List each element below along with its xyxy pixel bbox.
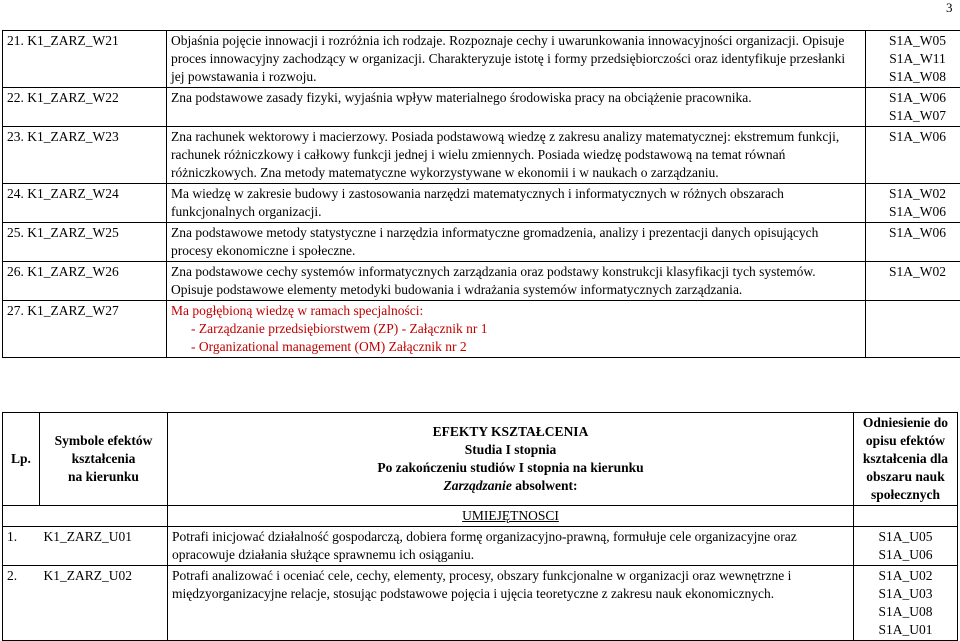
header-ref-line-1: Odniesienie do: [858, 414, 953, 432]
outcome-references: [866, 88, 960, 127]
outcome-description: Ma wiedzę w zakresie budowy i zastosowania narzędzi matematycznych i informatycznych w różnych obszarach funkcjonalnych organizacji.: [167, 184, 866, 223]
skill-description: Potrafi inicjować działalność gospodarczą, dobiera formę organizacyjno-prawną, formułuje cele organizacyjne oraz opracowuje działania służące sprawnemu ich osiąganiu.: [168, 527, 854, 566]
outcome-code-cell: [3, 184, 167, 223]
table-header-row: [3, 413, 958, 506]
header-title-line-4: [172, 477, 849, 495]
header-symbols-line-1: Symbole efektów: [44, 432, 163, 450]
table-row: [3, 527, 958, 566]
outcome-description: Objaśnia pojęcie innowacji i rozróżnia ich rodzaje. Rozpoznaje cechy i uwarunkowania innowacyjności organizacji. Opisuje proces innowacyjny zachodzący w organizacji. Charakteryzuje istotę i formy przedsiębiorczości oraz identyfikuje przesłanki jej powstawania i rozwoju.: [167, 31, 866, 88]
reference-code: S1A_W02: [870, 263, 960, 281]
outcome-number: 24.: [7, 186, 24, 201]
header-reference: [854, 413, 958, 506]
reference-code: S1A_W07: [870, 107, 960, 125]
outcome-code: K1_ZARZ_W26: [27, 264, 119, 279]
reference-code: S1A_W11: [870, 50, 960, 68]
reference-code: S1A_W06: [870, 89, 960, 107]
section-row: [3, 506, 958, 527]
outcome-description: Zna podstawowe cechy systemów informatycznych zarządzania oraz podstawy konstrukcji klasyfikacji tych systemów. Opisuje podstawowe elementy metodyki budowania i wdrażania systemów informatycznych zarządzania.: [167, 262, 866, 301]
specialization-item: - Zarządzanie przedsiębiorstwem (ZP) - Załącznik nr 1: [171, 320, 861, 338]
outcome-number: 26.: [7, 264, 24, 279]
specialization-intro: Ma pogłębioną wiedzę w ramach specjalności:: [171, 302, 861, 320]
outcome-code-cell: [3, 31, 167, 88]
table-row: [3, 223, 960, 262]
outcome-code-cell: [3, 262, 167, 301]
outcome-code: K1_ZARZ_W24: [27, 186, 119, 201]
outcome-references: [866, 301, 960, 358]
table-row: [3, 88, 960, 127]
outcome-description: Zna rachunek wektorowy i macierzowy. Posiada podstawową wiedzę z zakresu analizy matematycznej: ekstremum funkcji, rachunek różniczkowy i całkowy funkcji jednej i wielu zmiennych. Posiada wiedzę podstawową na temat równań różniczkowych. Zna metody matematyczne wykorzystywane w ekonomii i w naukach o zarządzaniu.: [167, 127, 866, 184]
skill-number: 2.: [3, 566, 40, 641]
section-empty-ref: [854, 506, 958, 527]
section-empty-cell: [3, 506, 168, 527]
learning-outcomes-table-knowledge: [2, 30, 960, 358]
outcome-code: K1_ZARZ_W27: [27, 303, 119, 318]
header-symbols: [40, 413, 168, 506]
header-lp: Lp.: [3, 413, 40, 506]
skill-code: K1_ZARZ_U02: [40, 566, 168, 641]
skill-code: K1_ZARZ_U01: [40, 527, 168, 566]
outcome-references: [866, 223, 960, 262]
reference-code: S1A_U05: [858, 528, 953, 546]
outcome-code-cell: [3, 127, 167, 184]
outcome-number: 22.: [7, 90, 24, 105]
outcome-description: [167, 301, 866, 358]
header-ref-line-3: kształcenia dla: [858, 450, 953, 468]
outcome-references: [866, 262, 960, 301]
table-row: [3, 301, 960, 358]
field-name: Zarządzanie: [444, 478, 512, 493]
header-title-line-4-rest: absolwent:: [512, 478, 578, 493]
outcome-number: 21.: [7, 33, 24, 48]
header-title-line-2: Studia I stopnia: [172, 441, 849, 459]
reference-code: S1A_W02: [870, 185, 960, 203]
outcome-description: Zna podstawowe metody statystyczne i narzędzia informatyczne gromadzenia, analizy i prezentacji danych opisujących procesy ekonomiczne i społeczne.: [167, 223, 866, 262]
header-ref-line-2: opisu efektów: [858, 432, 953, 450]
table-row: [3, 566, 958, 641]
outcome-code: K1_ZARZ_W22: [27, 90, 119, 105]
outcome-description: Zna podstawowe zasady fizyki, wyjaśnia wpływ materialnego środowiska pracy na obciążenie pracownika.: [167, 88, 866, 127]
outcome-references: [866, 184, 960, 223]
outcome-references: [866, 31, 960, 88]
outcome-code: K1_ZARZ_W23: [27, 129, 119, 144]
outcome-code: K1_ZARZ_W25: [27, 225, 119, 240]
table-row: [3, 127, 960, 184]
reference-code: S1A_W06: [870, 224, 960, 242]
header-ref-line-5: społecznych: [858, 486, 953, 504]
section-title: UMIEJĘTNOSCI: [168, 506, 854, 527]
outcome-number: 23.: [7, 129, 24, 144]
learning-outcomes-table-skills: [2, 412, 958, 641]
outcome-code-cell: [3, 301, 167, 358]
page-number: 3: [946, 0, 953, 16]
header-title-line-3: Po zakończeniu studiów I stopnia na kierunku: [172, 459, 849, 477]
skill-references: [854, 566, 958, 641]
outcome-number: 25.: [7, 225, 24, 240]
specialization-item: - Organizational management (OM) Załącznik nr 2: [171, 338, 861, 356]
skill-number: 1.: [3, 527, 40, 566]
outcome-code: K1_ZARZ_W21: [27, 33, 119, 48]
reference-code: S1A_W06: [870, 128, 960, 146]
outcome-code-cell: [3, 223, 167, 262]
table-row: [3, 262, 960, 301]
outcome-references: [866, 127, 960, 184]
reference-code: S1A_U06: [858, 546, 953, 564]
reference-code: S1A_W05: [870, 32, 960, 50]
header-title: [168, 413, 854, 506]
header-title-line-1: EFEKTY KSZTAŁCENIA: [172, 423, 849, 441]
outcome-number: 27.: [7, 303, 24, 318]
header-symbols-line-3: na kierunku: [44, 468, 163, 486]
header-ref-line-4: obszaru nauk: [858, 468, 953, 486]
outcome-code-cell: [3, 88, 167, 127]
reference-code: S1A_U01: [858, 621, 953, 639]
table-row: [3, 31, 960, 88]
skill-description: Potrafi analizować i oceniać cele, cechy, elementy, procesy, obszary funkcjonalne w organizacji oraz wewnętrzne i międzyorganizacyjne relacje, stosując podstawowe pojęcia i ujęcia teoretyczne z zakresu nauk ekonomicznych.: [168, 566, 854, 641]
reference-code: S1A_U02: [858, 567, 953, 585]
reference-code: S1A_U03: [858, 585, 953, 603]
reference-code: S1A_W06: [870, 203, 960, 221]
header-symbols-line-2: kształcenia: [44, 450, 163, 468]
reference-code: S1A_W08: [870, 68, 960, 86]
skill-references: [854, 527, 958, 566]
table-row: [3, 184, 960, 223]
reference-code: S1A_U08: [858, 603, 953, 621]
